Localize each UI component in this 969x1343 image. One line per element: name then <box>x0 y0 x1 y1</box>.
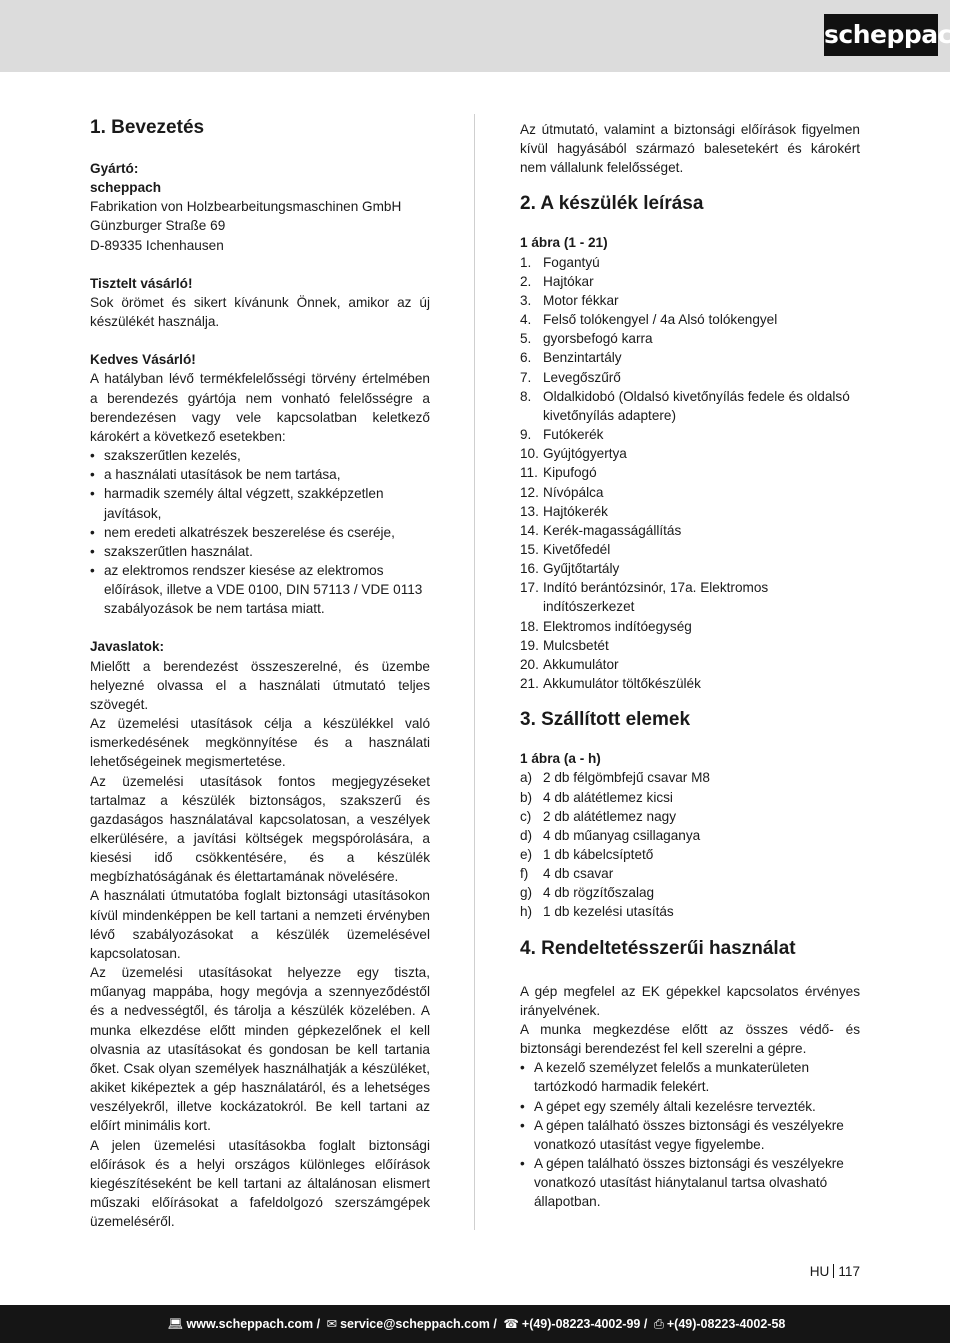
section-4-title: 4. Rendeltetésszerűi használat <box>520 937 796 959</box>
list-item <box>520 636 860 655</box>
list-item <box>520 674 860 693</box>
item-number: 4. <box>520 312 532 328</box>
list-item <box>520 826 860 845</box>
item-number: 13. <box>520 503 539 519</box>
item-number: 18. <box>520 618 539 634</box>
item-text: 2 db félgömbfejű csavar M8 <box>543 770 710 786</box>
section-1-title: 1. Bevezetés <box>90 117 205 138</box>
item-text: Felső tolókengyel / 4a Alsó tolókengyel <box>543 312 778 328</box>
figure-label: 1 ábra (1 - 21) <box>520 235 608 251</box>
list-item: • nem eredeti alkatrészek beszerelése és cseréje, <box>90 523 430 542</box>
list-item <box>520 310 860 329</box>
item-number: e) <box>520 847 533 862</box>
list-item <box>520 864 860 883</box>
item-text: gyorsbefogó karra <box>543 331 653 347</box>
item-text: Akkumulátor <box>543 656 619 672</box>
item-number: b) <box>520 789 533 805</box>
item-text: 4 db csavar <box>543 866 614 882</box>
dear-heading: Kedves Vásárló! <box>90 352 196 368</box>
item-text: Kivetőfedél <box>543 541 611 557</box>
list-item <box>520 444 860 463</box>
list-item <box>520 617 860 636</box>
item-text: Levegőszűrő <box>543 369 621 385</box>
fax-number: +(49)-08223-4002-58 <box>666 1317 786 1331</box>
section-2-title: 2. A készülék leírása <box>520 193 704 215</box>
manufacturer-line: D-89335 Ichenhausen <box>90 237 224 253</box>
footer-separator: / <box>643 1317 648 1331</box>
item-number: h) <box>520 904 533 920</box>
item-number: 15. <box>520 541 539 557</box>
recommendation-paragraph: Az üzemelési utasítások célja a készülékkel való ismerkedésének megkönnyítése és a használati lehetőségeinek megismertetése. <box>90 716 430 770</box>
right-column <box>520 120 860 1212</box>
list-item: • szakszerűtlen kezelés, <box>90 446 430 465</box>
greeting-heading: Tisztelt vásárló! <box>90 275 193 291</box>
item-number: 19. <box>520 637 539 653</box>
item-text: 4 db rögzítőszalag <box>543 885 655 901</box>
intended-use-paragraph: A munka megkezdése előtt az összes védő- és biztonsági berendezést fel kell szerelni a gépre. <box>520 1021 860 1057</box>
item-number: 7. <box>520 369 532 385</box>
liability-note: Az útmutató, valamint a biztonsági előírások figyelmen kívül hagyásából származó balesetekért és károkért nem vállalunk felelősséget. <box>520 122 860 176</box>
recommendation-paragraph: A használati útmutatóba foglalt biztonsági utasításokon kívül mindenképpen be kell tartani a nemzeti érvényben lévő szabályozásokat a készülék üzemelésével kapcsolatosan. <box>90 888 430 961</box>
recommendation-paragraph: Az üzemelési utasításokat helyezze egy tiszta, műanyag mappába, hogy megóvja a szennyeződéstől és a nedvességtől, és tárolja a készülék közelében. A munka elkezdése előtt minden gépkezelőnek el kell olvasnia az utasításokat és gondosan be kell tartania őket. Csak olyan személyek használhatják a készüléket, akiket kiképeztek a gép használatáról, és a lehetséges veszélyekről, illetve kockázatokról. Be kell tartani az előírt minimális kort. <box>90 965 430 1134</box>
recommendation-paragraph: Mielőtt a berendezést összeszerelné, és üzembe helyezné olvassa el a használati útmutató teljes szövegét. <box>90 658 430 712</box>
list-item <box>520 768 860 787</box>
computer-icon: 💻︎ <box>167 1317 184 1331</box>
manufacturer-name: scheppach <box>90 180 162 196</box>
list-item: • az elektromos rendszer kiesése az elektromos előírások, illetve a VDE 0100, DIN 57113 / VDE 0113 szabályozások be nem tartása miatt. <box>90 561 430 618</box>
item-number: 9. <box>520 427 532 443</box>
parts-list <box>520 253 860 694</box>
list-item <box>520 368 860 387</box>
greeting-text: Sok örömet és sikert kívánunk Önnek, amikor az új készülékét használja. <box>90 294 430 330</box>
page-number-value: 117 <box>838 1264 860 1279</box>
footer-bar <box>0 1305 950 1343</box>
item-number: 2. <box>520 273 532 289</box>
section-3-title: 3. Szállított elemek <box>520 709 691 731</box>
item-number: 11. <box>520 465 538 481</box>
recommendation-paragraph: Az üzemelési utasítások fontos megjegyzéseket tartalmaz a készülék biztonságos, szakszerű és gazdaságos használatával kapcsolatosan, a veszélyek elkerülésére, a javítási költségek megspórolására, a kiesési idő csökkentésére, és a készülék megbízhatóságának és élettartamának növelésére. <box>90 773 430 885</box>
list-item <box>520 502 860 521</box>
footer-separator: / <box>316 1317 321 1331</box>
list-item: • A kezelő személyzet felelős a munkaterületen tartózkodó harmadik felekért. <box>520 1058 860 1096</box>
delivered-items-list <box>520 768 860 921</box>
phone-icon: ☎︎ <box>503 1317 519 1331</box>
item-text: Futókerék <box>543 427 604 443</box>
recommendations-heading: Javaslatok: <box>90 639 165 655</box>
item-number: d) <box>520 827 533 843</box>
header-bar <box>0 0 969 72</box>
list-item <box>520 883 860 902</box>
column-divider <box>474 114 475 1230</box>
item-text: 1 db kábelcsíptető <box>543 847 654 862</box>
list-item <box>520 253 860 272</box>
item-text: Nívópálca <box>543 484 604 500</box>
list-item: • A gépen található összes biztonsági és veszélyekre vonatkozó utasítást vegye figyelembe. <box>520 1116 860 1154</box>
intended-use-paragraph: A gép megfelel az EK gépekkel kapcsolatos érvényes irányelvének. <box>520 983 860 1018</box>
list-item <box>520 348 860 367</box>
manufacturer-line: Günzburger Straße 69 <box>90 218 226 234</box>
list-item <box>520 578 860 616</box>
list-item: • szakszerűtlen használat. <box>90 542 430 561</box>
item-text: Kerék-magasságállítás <box>543 522 682 538</box>
list-item: • A gépen található összes biztonsági és veszélyekre vonatkozó utasítást hiánytalanul tartsa olvasható állapotban. <box>520 1154 860 1211</box>
item-text: Motor fékkar <box>543 292 619 308</box>
item-number: 14. <box>520 522 539 538</box>
item-number: 12. <box>520 484 539 500</box>
item-text: Mulcsbetét <box>543 637 609 653</box>
item-number: 1. <box>520 254 532 270</box>
list-item <box>520 387 860 425</box>
fax-icon: ⎙ <box>653 1317 664 1331</box>
list-item <box>520 483 860 502</box>
item-number: 16. <box>520 561 539 577</box>
item-number: c) <box>520 808 532 824</box>
item-text: Akkumulátor töltőkészülék <box>543 676 701 692</box>
item-text: Benzintartály <box>543 350 622 366</box>
language-code: HU <box>809 1264 830 1279</box>
item-text: Elektromos indítóegység <box>543 618 692 634</box>
list-item <box>520 521 860 540</box>
item-text: 4 db műanyag csillaganya <box>543 827 701 843</box>
item-number: 20. <box>520 656 539 672</box>
mail-icon: ✉︎ <box>326 1317 338 1331</box>
list-item <box>520 807 860 826</box>
website-link[interactable]: www.scheppach.com <box>186 1317 314 1331</box>
item-number: a) <box>520 770 533 786</box>
manufacturer-block <box>90 159 430 255</box>
item-number: 5. <box>520 331 532 347</box>
page-number <box>810 1264 860 1279</box>
left-column <box>90 115 430 1231</box>
item-number: 17. <box>520 580 539 596</box>
item-number: 6. <box>520 350 532 366</box>
scheppach-logo: scheppach <box>824 14 938 56</box>
list-item <box>520 291 860 310</box>
item-number: 8. <box>520 388 532 404</box>
item-number: f) <box>520 866 529 882</box>
list-item: • A gépet egy személy általi kezelésre tervezték. <box>520 1097 860 1116</box>
recommendation-paragraph: A jelen üzemelési utasításokba foglalt biztonsági előírások és a helyi országos különleges előírások kiegészítéseként be kell tartani az általánosan elismert műszaki előírásokat a fafeldolgozó szerszámgépek üzemeléséről. <box>90 1137 430 1230</box>
item-number: 3. <box>520 292 532 308</box>
liability-list <box>90 446 430 618</box>
item-text: Hajtókar <box>543 273 594 289</box>
item-text: 4 db alátétlemez kicsi <box>543 789 673 805</box>
manufacturer-line: Fabrikation von Holzbearbeitungsmaschinen GmbH <box>90 199 402 215</box>
item-text: Oldalkidobó (Oldalsó kivetőnyílás fedele és oldalsó kivetőnyílás adaptere) <box>543 388 850 423</box>
item-number: 10. <box>520 446 539 462</box>
list-item <box>520 272 860 291</box>
email-link[interactable]: service@scheppach.com <box>340 1317 490 1331</box>
list-item <box>520 425 860 444</box>
list-item <box>520 788 860 807</box>
intended-use-list <box>520 1058 860 1211</box>
item-text: Gyújtógyertya <box>543 446 627 462</box>
item-text: 1 db kezelési utasítás <box>543 904 674 920</box>
manufacturer-heading: Gyártó: <box>90 161 139 176</box>
footer-separator: / <box>493 1317 497 1331</box>
item-text: Gyűjtőtartály <box>543 561 620 577</box>
item-text: Indító berántózsinór, 17a. Elektromos indítószerkezet <box>543 580 769 615</box>
item-text: Kipufogó <box>543 465 597 481</box>
list-item <box>520 845 860 864</box>
item-number: 21. <box>520 676 539 692</box>
list-item <box>520 902 860 921</box>
phone-number: +(49)-08223-4002-99 <box>521 1317 641 1331</box>
list-item <box>520 463 860 482</box>
list-item <box>520 329 860 348</box>
list-item <box>520 655 860 674</box>
list-item <box>520 540 860 559</box>
item-text: 2 db alátétlemez nagy <box>543 808 677 824</box>
item-text: Hajtókerék <box>543 503 608 519</box>
figure-label: 1 ábra (a - h) <box>520 751 601 767</box>
list-item <box>520 559 860 578</box>
dear-text: A hatályban lévő termékfelelősségi törvény értelmében a berendezés gyártója nem vonható felelősségre a berendezésen vagy vele kapcsolatban keletkező károkért a következő esetekben: <box>90 371 430 444</box>
item-text: Fogantyú <box>543 254 600 270</box>
item-number: g) <box>520 885 533 901</box>
list-item: • a használati utasítások be nem tartása, <box>90 465 430 484</box>
list-item: • harmadik személy által végzett, szakképzetlen javítások, <box>90 484 430 522</box>
